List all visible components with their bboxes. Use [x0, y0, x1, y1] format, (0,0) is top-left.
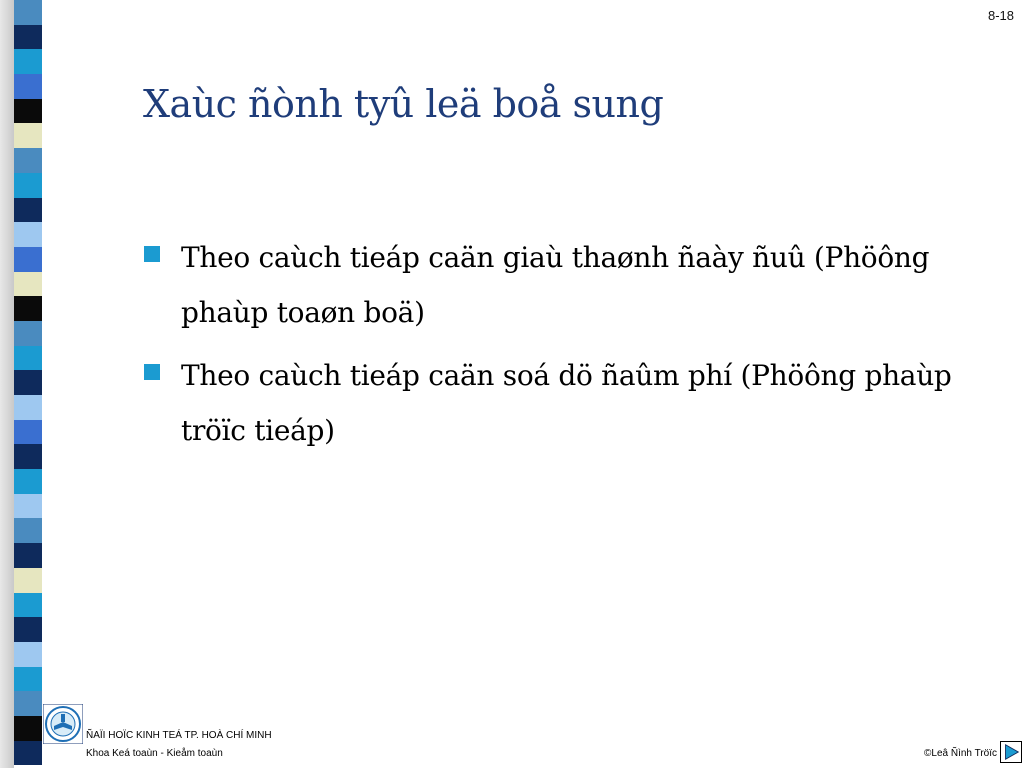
bullet-item — [144, 348, 964, 458]
bullet-list — [144, 230, 964, 466]
footer-copyright: ©Leâ Ñình Tröïc — [924, 748, 997, 759]
bullet-item — [144, 230, 964, 340]
footer-department: Khoa Keá toaùn - Kieåm toaùn — [86, 748, 223, 759]
left-edge-shadow — [0, 0, 14, 768]
next-slide-button[interactable] — [1000, 741, 1022, 763]
play-triangle-icon — [1006, 745, 1019, 760]
square-bullet-icon — [144, 246, 160, 262]
bullet-text: Theo caùch tieáp caän giaù thaønh ñaày ñuû (Phöông phaùp toaøn boä) — [181, 241, 930, 329]
slide-title: Xaùc ñònh tyû leä boå sung — [143, 82, 664, 126]
decorative-stripe-bar — [14, 0, 42, 768]
bullet-text: Theo caùch tieáp caän soá dö ñaûm phí (Phöông phaùp tröïc tieáp) — [181, 359, 952, 447]
footer-organization: ÑAÏI HOÏC KINH TEÁ TP. HOÀ CHÍ MINH — [86, 730, 272, 741]
slide-number: 8-18 — [987, 8, 1014, 23]
square-bullet-icon — [144, 364, 160, 380]
university-seal-icon — [43, 704, 83, 744]
